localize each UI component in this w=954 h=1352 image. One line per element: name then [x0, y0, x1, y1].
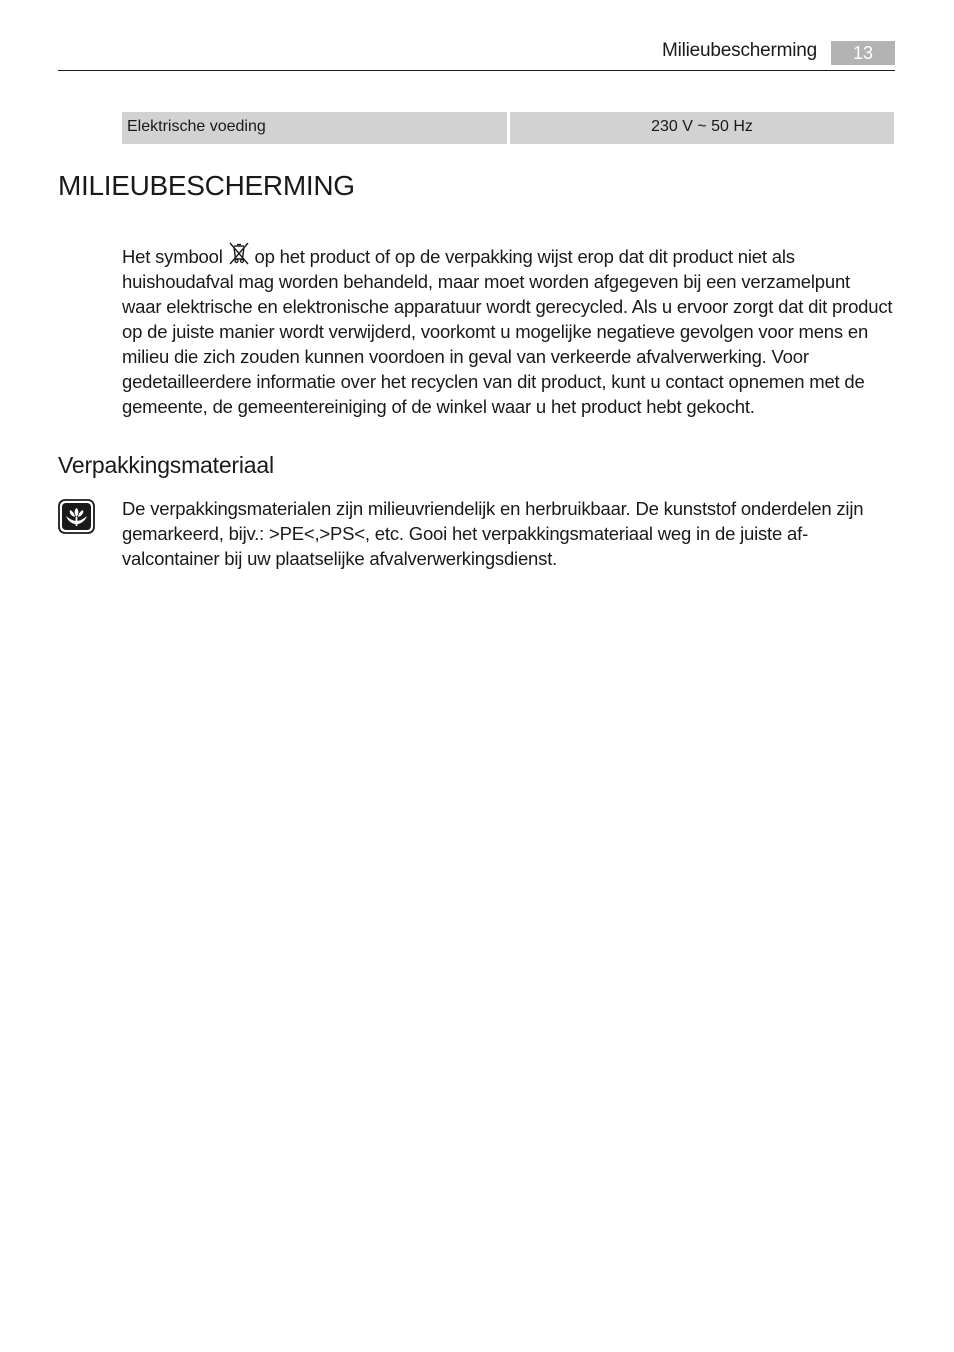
- spec-table: [122, 112, 894, 144]
- weee-text-before: Het symbool: [122, 246, 228, 267]
- page-number: 13: [831, 41, 895, 65]
- weee-text-after: op het product of op de verpakking wijst erop dat dit product niet als huishoudafval mag worden behandeld, maar moet worden afgegeven bij een verzamelpunt waar elektrische en elektronische apparatuur wordt gerecycled. Als u ervoor zorgt dat dit product op de juiste manier wordt verwijderd, voorkomt u mogelijke negatieve gevolgen voor mens en milieu die zich zouden kunnen voordoen in geval van verkeerde afvalverwerking. Voor gedetailleerdere informatie over het recyclen van dit product, kunt u contact opnemen met de gemeente, de gemeentereiniging of de winkel waar u het product hebt gekocht.: [122, 246, 893, 417]
- section-title: MILIEUBESCHERMING: [58, 170, 355, 201]
- spec-value: 230 V ~ 50 Hz: [510, 112, 894, 144]
- eco-flower-icon: [58, 499, 95, 534]
- spec-label: Elektrische voeding: [122, 112, 507, 144]
- weee-paragraph: [122, 242, 894, 419]
- crossed-out-wheelie-bin-icon: [228, 242, 250, 266]
- header-title: Milieubescherming: [661, 40, 817, 61]
- subsection-title: Verpakkingsmateriaal: [58, 452, 274, 478]
- page-header: [58, 36, 895, 71]
- packaging-paragraph: De verpakkingsmaterialen zijn milieuvriendelijk en herbruikbaar. De kunststof onderdelen zijn gemarkeerd, bijv.: >PE<,>PS<, etc. Gooi het verpakkingsmateriaal weg in de juiste afvalcontainer bij uw plaatselijke afvalverwerkingsdienst.: [122, 498, 864, 569]
